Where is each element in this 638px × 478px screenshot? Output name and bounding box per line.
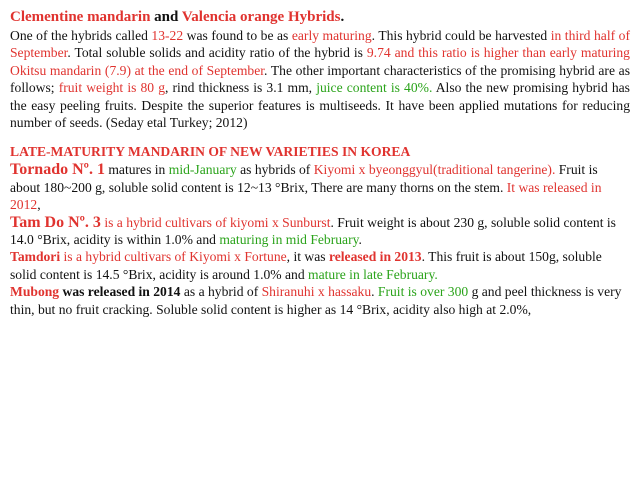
section2-heading: LATE-MATURITY MANDARIN OF NEW VARIETIES IN KOREA: [10, 144, 411, 160]
tamdo-paragraph: [10, 214, 630, 249]
harvest-time-highlight: in third half of September: [10, 28, 630, 61]
text-run: , rind thickness is 3.1 mm,: [165, 80, 317, 96]
tamdori-parentage: is a hybrid cultivars of Kiyomi x Fortune: [60, 249, 287, 265]
text-run: . This hybrid could be harvested: [371, 28, 551, 43]
text-run: . Total soluble solids and acidity ratio of the hybrid is: [67, 45, 367, 61]
text-run: as a hybrid of: [180, 284, 262, 300]
mubong-paragraph: [10, 283, 630, 318]
fruit-weight-300-highlight: Fruit is over 300: [377, 284, 469, 300]
text-run: g and peel thickness is very thin, but no fruit cracking. Soluble solid content is higher as 14 °Brix, acidity also high at 2.0%,: [10, 284, 622, 317]
mid-january-highlight: mid-January: [168, 162, 237, 178]
section1-title: [10, 8, 630, 27]
early-maturing-highlight: early maturing: [291, 28, 372, 43]
released-2014-text: was released in 2014: [59, 284, 181, 300]
tamdori-paragraph: [10, 248, 630, 283]
fruit-weight-highlight: fruit weight is 80 g: [58, 80, 166, 96]
mubong-parentage: Shiranuhi x hassaku: [261, 284, 372, 300]
section1-paragraph: [10, 27, 630, 131]
tornado-paragraph: [10, 161, 630, 213]
section2: [10, 143, 630, 318]
title-and: and: [150, 9, 182, 25]
text-run: .: [371, 284, 378, 300]
ratio-highlight: 9.74 and this ratio is higher than early maturing Okitsu mandarin (7.9) at the end of September: [10, 45, 630, 78]
tornado-name: Tornado Nº. 1: [10, 161, 105, 179]
text-run: . Fruit weight is about 230 g, soluble solid content is 14.0 °Brix, acidity is within 1.0% and: [10, 214, 616, 248]
tamdo-parentage: is a hybrid cultivars of kiyomi x Sunburst: [100, 214, 331, 230]
tamdori-name: Tamdori: [10, 249, 61, 265]
hybrid-code: 13-22: [151, 28, 184, 43]
mid-february-highlight: maturing in mid February: [219, 232, 359, 248]
juice-content-highlight: juice content is 40%.: [316, 80, 433, 96]
tamdo-name: Tam Do Nº. 3: [10, 213, 101, 231]
released-2013-highlight: released in 2013: [328, 249, 422, 265]
released-2012-highlight: It was released in 2012: [10, 179, 602, 213]
title-valencia: Valencia orange Hybrids: [181, 9, 341, 25]
text-run: was found to be as: [183, 28, 292, 43]
text-run: Also the new promising hybrid has the easy peeling fruits. Despite the superior features is multiseeds. It have been applied mutations for reducing number of seeds. (Seday etal Turkey; 2012): [10, 80, 630, 131]
mubong-name: Mubong: [10, 284, 60, 300]
text-run: .: [358, 232, 362, 248]
text-run: ,: [37, 197, 41, 213]
text-run: , it was: [286, 249, 329, 265]
text-run: One of the hybrids called: [10, 28, 152, 43]
late-february-highlight: mature in late February.: [308, 266, 438, 282]
slide-content: [10, 8, 630, 318]
text-run: as hybrids of: [236, 162, 314, 178]
text-run: . The other important characteristics of the promising hybrid are as follows;: [10, 62, 630, 96]
tornado-parentage: Kiyomi x byeonggyul(traditional tangerine).: [313, 162, 556, 178]
title-clementine: Clementine mandarin: [10, 9, 151, 25]
text-run: . This fruit is about 150g, soluble solid content is 14.5 °Brix, acidity is around 1.0% and: [10, 249, 602, 282]
title-period: .: [340, 9, 345, 25]
text-run: Fruit is about 180~200 g, soluble solid content is 12~13 °Brix, There are many thorns on the stem.: [10, 162, 598, 195]
text-run: matures in: [104, 162, 169, 178]
